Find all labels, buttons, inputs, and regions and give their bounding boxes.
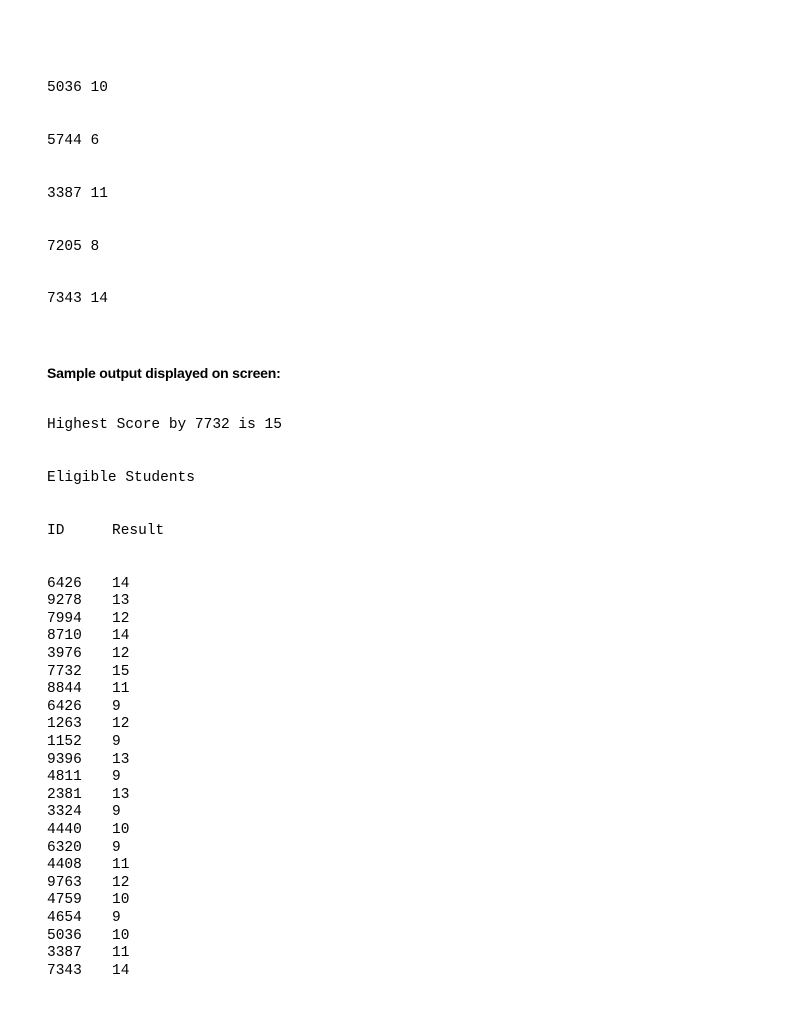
- cell-result: 14: [112, 628, 130, 645]
- cell-id: 3387: [47, 945, 82, 962]
- cell-result: 9: [112, 909, 121, 926]
- cell-result: 10: [112, 892, 130, 909]
- cell-result: 9: [112, 698, 121, 715]
- cell-result: 9: [112, 733, 121, 750]
- cell-result: 13: [112, 786, 130, 803]
- input-data-block: [47, 45, 747, 344]
- input-line: 5036 10: [47, 80, 108, 97]
- cell-result: 11: [112, 945, 130, 962]
- table-row: [47, 963, 747, 981]
- cell-id: 7732: [47, 663, 82, 680]
- table-row: [47, 576, 747, 594]
- cell-id: 6426: [47, 698, 82, 715]
- cell-result: 15: [112, 663, 130, 680]
- table-row: [47, 928, 747, 946]
- table-row: [47, 611, 747, 629]
- input-line: 7343 14: [47, 291, 108, 308]
- cell-result: 12: [112, 874, 130, 891]
- cell-id: 9278: [47, 593, 82, 610]
- table-row: [47, 628, 747, 646]
- input-line: 5744 6: [47, 132, 100, 149]
- eligible-title: Eligible Students: [47, 470, 195, 487]
- section-heading: Sample output displayed on screen:: [47, 365, 281, 382]
- table-row: [47, 787, 747, 805]
- cell-id: 5036: [47, 927, 82, 944]
- cell-id: 4440: [47, 821, 82, 838]
- table-row: [47, 681, 747, 699]
- cell-id: 3324: [47, 804, 82, 821]
- input-line: 3387 11: [47, 185, 108, 202]
- table-row: [47, 752, 747, 770]
- table-row: [47, 804, 747, 822]
- cell-id: 1152: [47, 733, 82, 750]
- cell-id: 7994: [47, 610, 82, 627]
- result-rows: [47, 576, 747, 981]
- cell-result: 12: [112, 646, 130, 662]
- table-row: [47, 734, 747, 752]
- cell-id: 8710: [47, 628, 82, 645]
- header-id: ID: [47, 522, 65, 539]
- table-row: [47, 840, 747, 858]
- cell-result: 11: [112, 681, 130, 698]
- cell-id: 4759: [47, 892, 82, 909]
- cell-result: 9: [112, 839, 121, 856]
- highest-score-line: Highest Score by 7732 is 15: [47, 417, 282, 434]
- cell-result: 9: [112, 804, 121, 821]
- cell-id: 3976: [47, 646, 82, 662]
- input-line: 7205 8: [47, 238, 100, 255]
- cell-result: 12: [112, 716, 130, 733]
- cell-id: 6426: [47, 575, 82, 592]
- cell-id: 6320: [47, 839, 82, 856]
- table-header: [47, 523, 747, 541]
- cell-id: 9763: [47, 874, 82, 891]
- cell-id: 1263: [47, 716, 82, 733]
- cell-id: 9396: [47, 751, 82, 768]
- table-row: [47, 646, 747, 664]
- cell-id: 7343: [47, 962, 82, 979]
- cell-result: 13: [112, 593, 130, 610]
- table-row: [47, 769, 747, 787]
- cell-id: 4811: [47, 769, 82, 786]
- cell-result: 12: [112, 610, 130, 627]
- table-row: [47, 664, 747, 682]
- table-row: [47, 822, 747, 840]
- table-row: [47, 892, 747, 910]
- cell-result: 14: [112, 575, 130, 592]
- cell-id: 4654: [47, 909, 82, 926]
- cell-result: 9: [112, 769, 121, 786]
- table-row: [47, 875, 747, 893]
- cell-result: 10: [112, 927, 130, 944]
- cell-result: 13: [112, 751, 130, 768]
- table-row: [47, 857, 747, 875]
- cell-id: 4408: [47, 857, 82, 874]
- output-block: [47, 382, 747, 1015]
- cell-result: 14: [112, 962, 130, 979]
- table-row: [47, 910, 747, 928]
- table-row: [47, 699, 747, 717]
- document-page: [47, 45, 747, 1015]
- cell-result: 10: [112, 821, 130, 838]
- cell-result: 11: [112, 857, 130, 874]
- cell-id: 8844: [47, 681, 82, 698]
- table-row: [47, 945, 747, 963]
- header-result: Result: [112, 522, 165, 539]
- cell-id: 2381: [47, 786, 82, 803]
- table-row: [47, 593, 747, 611]
- table-row: [47, 716, 747, 734]
